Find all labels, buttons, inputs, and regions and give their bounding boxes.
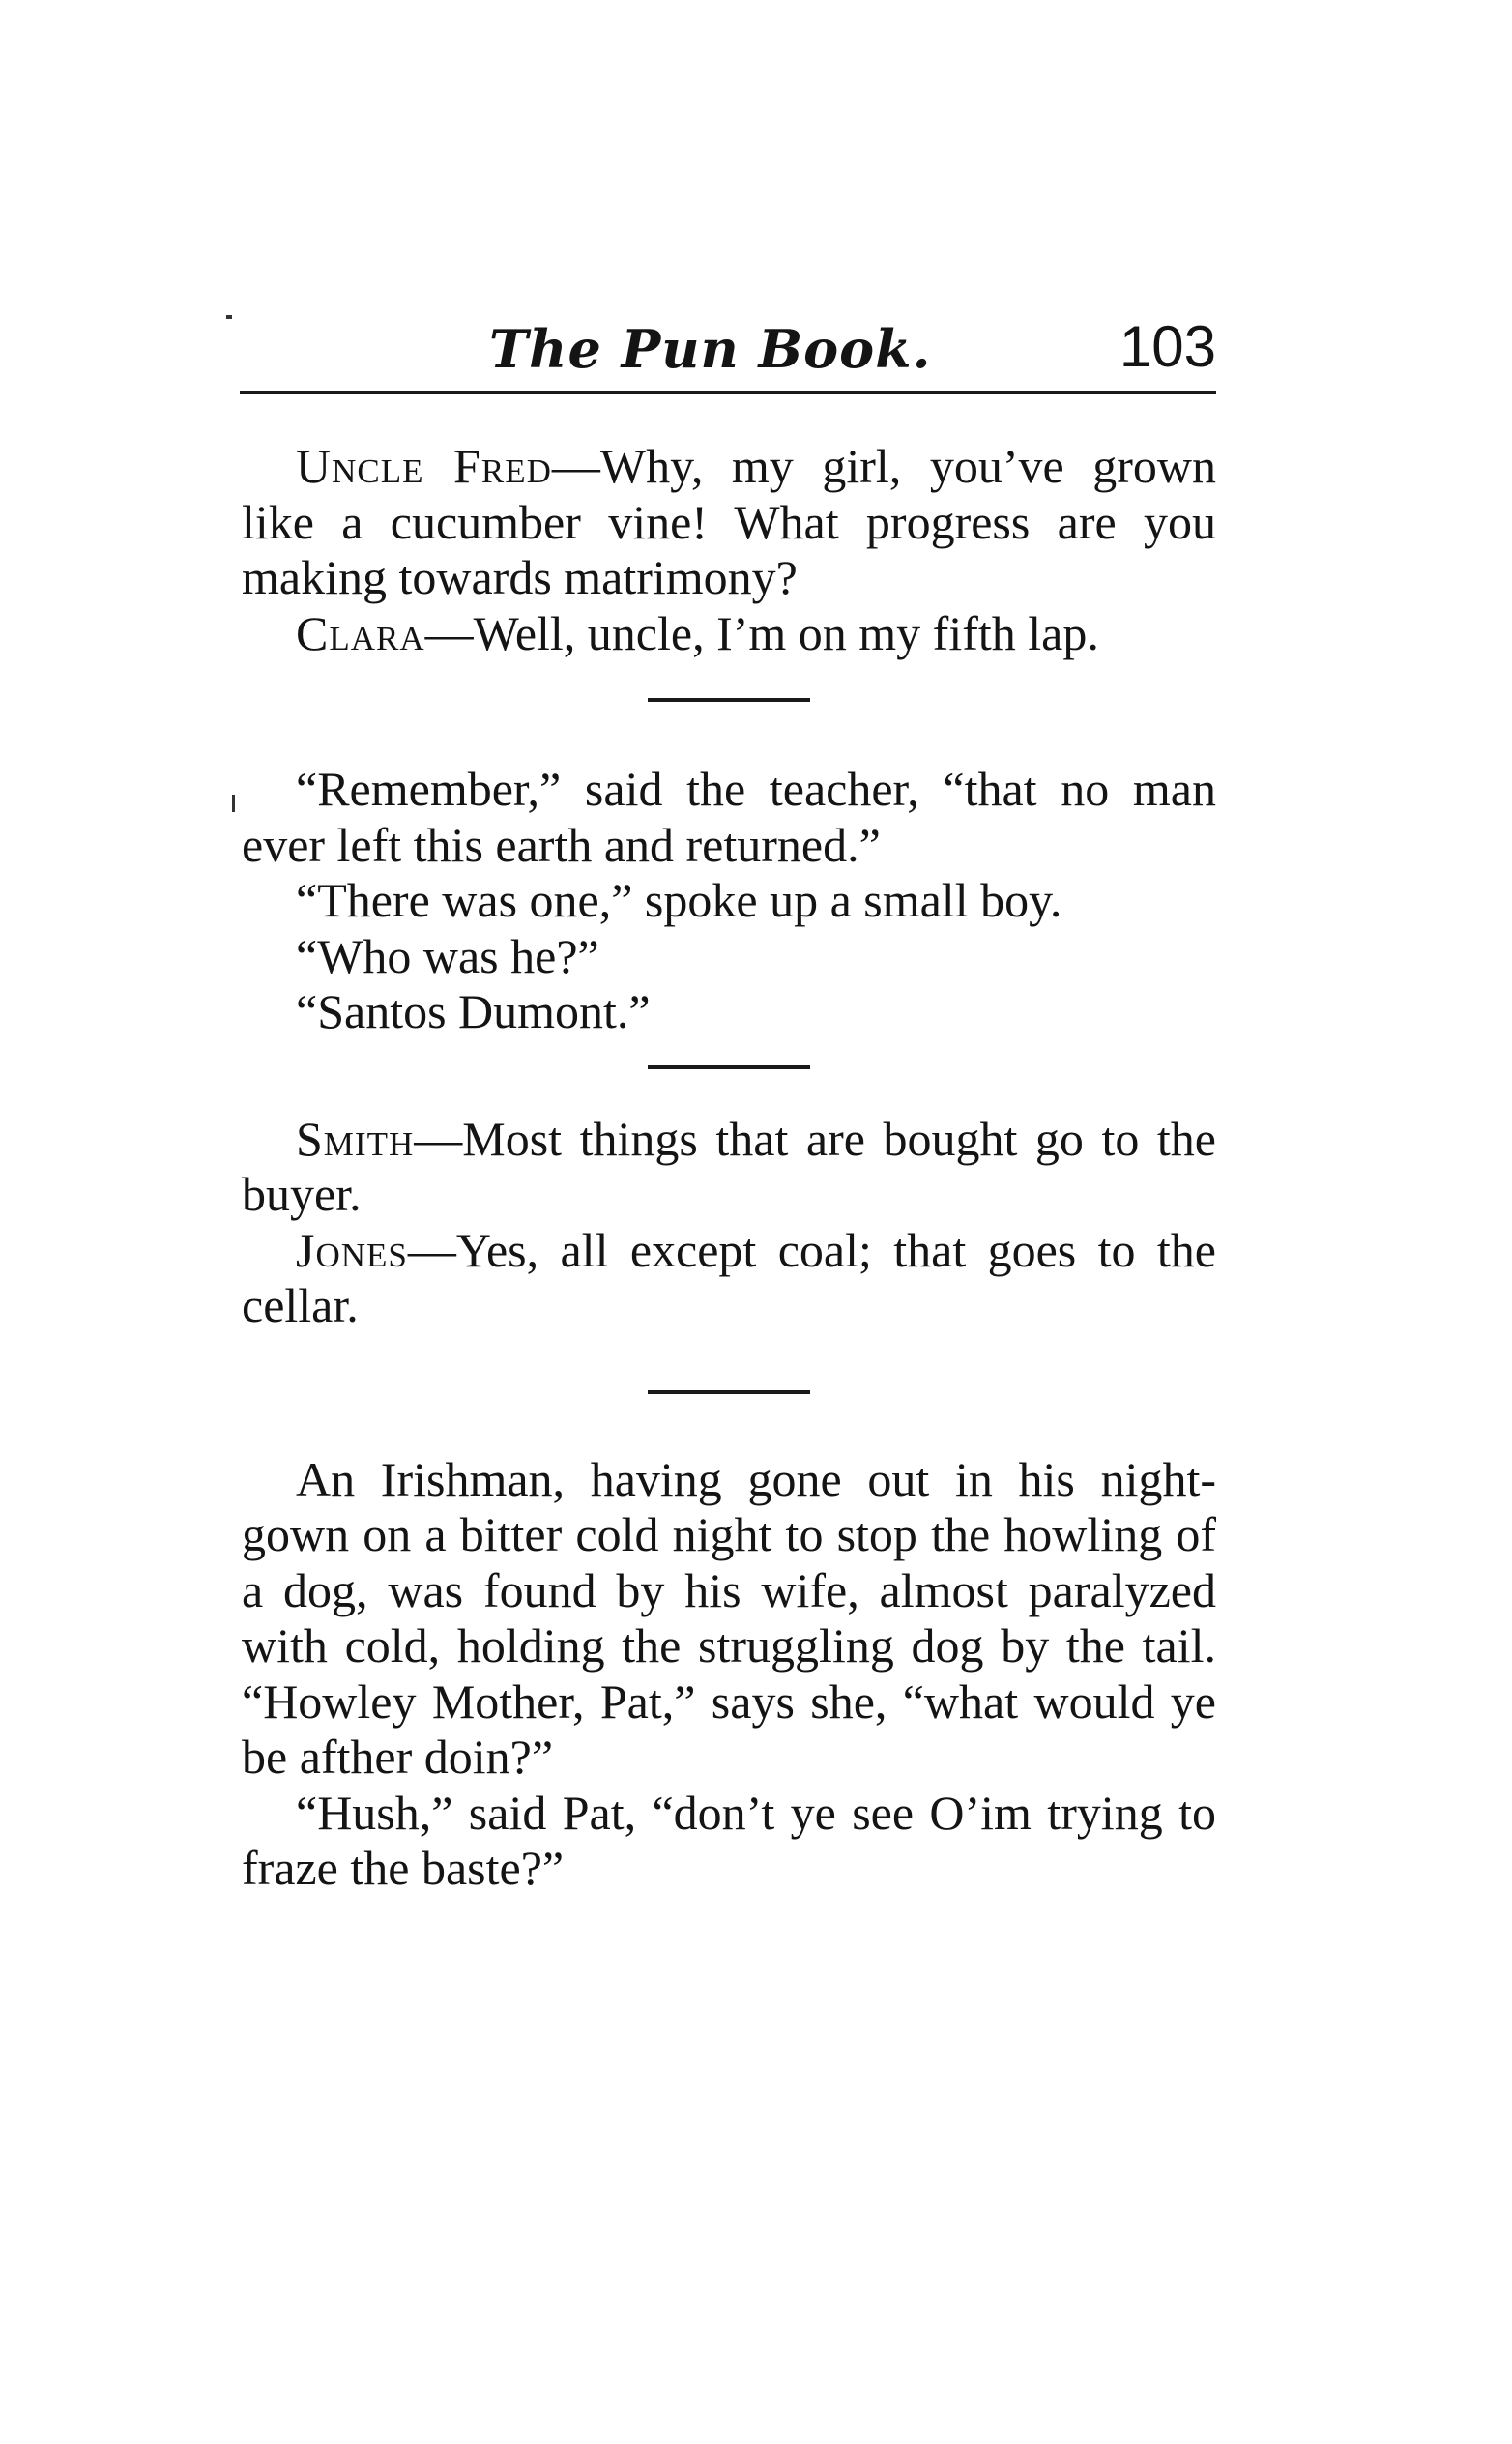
speaker-name: Clara [296, 605, 425, 660]
page-header [240, 311, 1216, 387]
dialogue-text: —Well, uncle, I’m on my fifth lap. [424, 605, 1099, 660]
joke-smith-jones [242, 1112, 1216, 1334]
margin-mark [232, 795, 235, 812]
speaker-name: Uncle Fred [296, 439, 552, 493]
paragraph: An Irishman, having gone out in his night-gown on a bitter cold night to stop the howling of a dog, was found by his wife, almost paralyzed with cold, holding the struggling dog by the tail. “Howley Mother, Pat,” says she, “what would ye be afther doin?” [242, 1451, 1216, 1784]
dialogue-text: —Why, my girl, you’ve grown like a cucumber vine! What progress are you making towards matrimony? [242, 439, 1217, 604]
margin-mark [226, 315, 232, 319]
joke-irishman [242, 1452, 1216, 1897]
speaker-name: Smith [296, 1111, 415, 1166]
speaker-name: Jones [296, 1222, 408, 1277]
section-divider [648, 698, 810, 702]
paragraph [242, 439, 1216, 606]
dialogue-text: —Most things that are bought go to the buyer. [242, 1111, 1216, 1221]
paragraph [242, 1223, 1216, 1334]
joke-uncle-fred [242, 439, 1216, 661]
paragraph: “Santos Dumont.” [296, 984, 651, 1038]
running-title: The Pun Book. [489, 318, 932, 380]
joke-teacher [242, 762, 1216, 1040]
paragraph: “Who was he?” [296, 928, 599, 983]
paragraph [242, 1112, 1216, 1223]
page-number: 103 [1119, 314, 1216, 379]
paragraph: “Remember,” said the teacher, “that no man ever left this earth and returned.” [242, 762, 1216, 872]
paragraph: “Hush,” said Pat, “don’t ye see O’im trying to fraze the baste?” [242, 1785, 1216, 1895]
header-rule [240, 391, 1216, 394]
text-column [242, 439, 1216, 1897]
section-divider [648, 1065, 810, 1069]
paragraph [242, 606, 1216, 662]
paragraph: “There was one,” spoke up a small boy. [296, 873, 1062, 927]
dialogue-text: —Yes, all except coal; that goes to the cellar. [242, 1222, 1216, 1332]
section-divider [648, 1390, 810, 1394]
